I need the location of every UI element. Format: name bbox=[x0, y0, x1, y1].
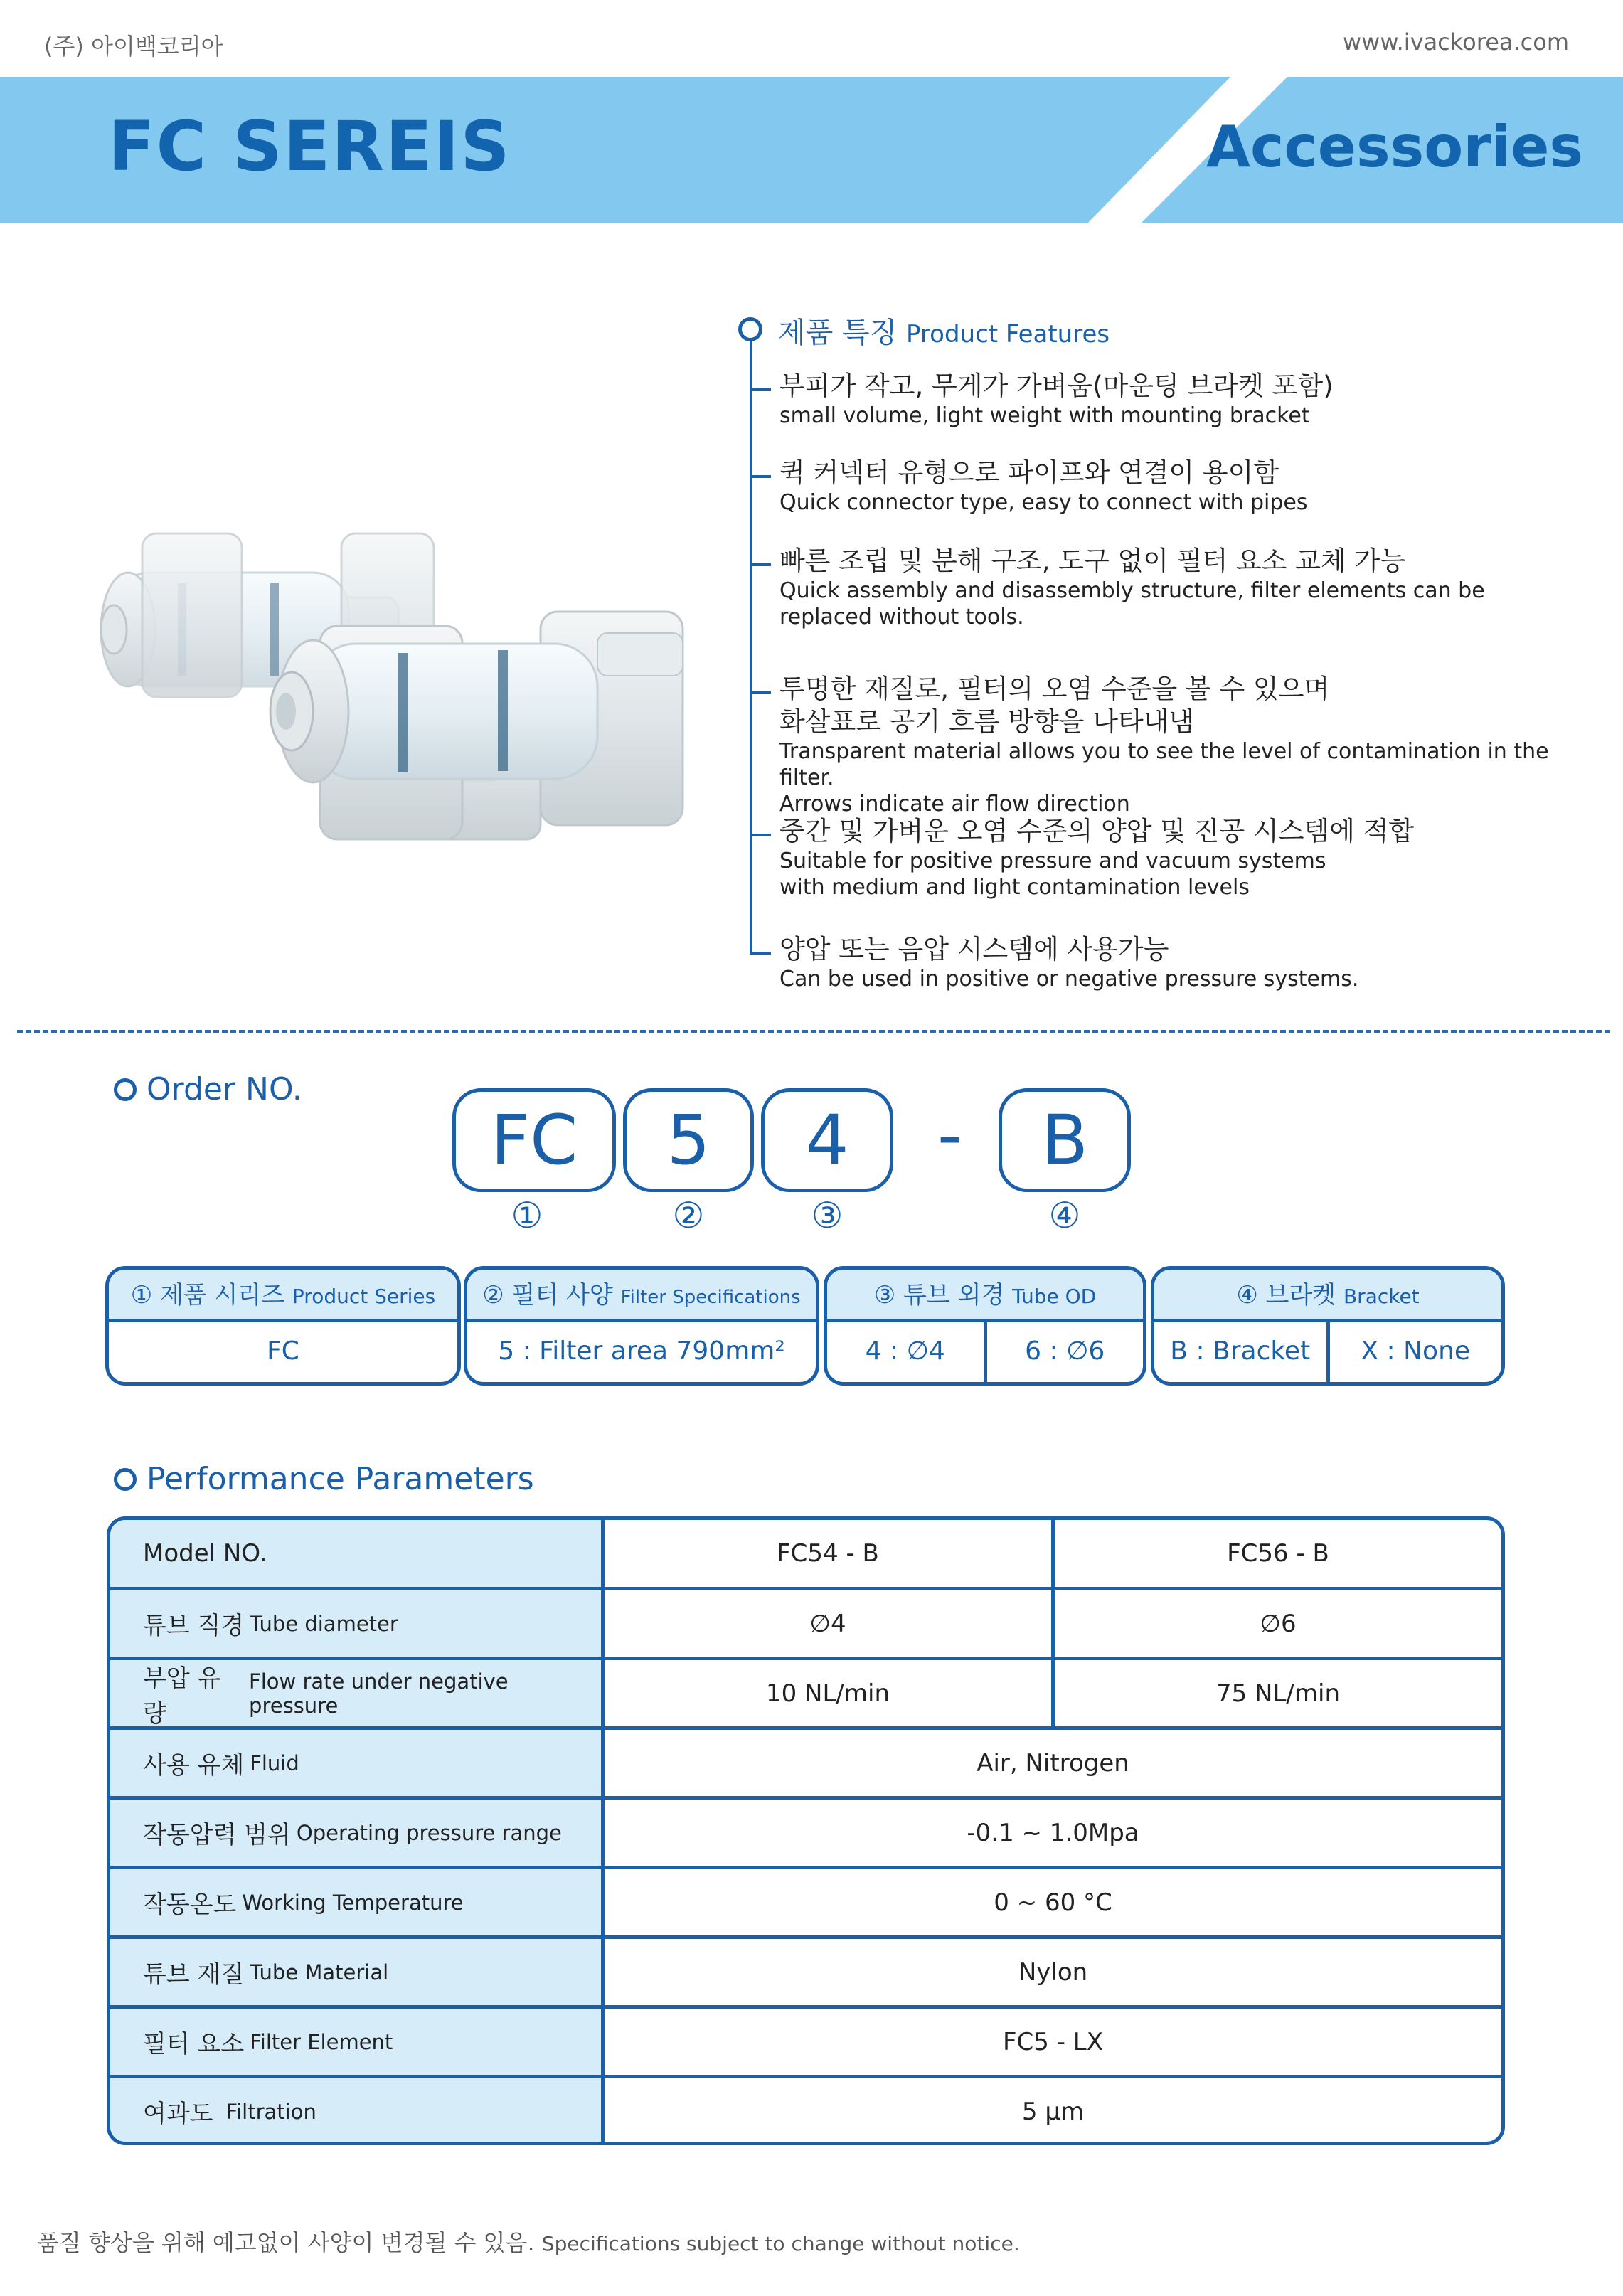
spec-header-ko: 제품 시리즈 bbox=[160, 1281, 285, 1309]
table-row bbox=[110, 1657, 1501, 1726]
table-row bbox=[110, 1935, 1501, 2005]
performance-table bbox=[107, 1516, 1505, 2145]
row-label-en: Operating pressure range bbox=[296, 1820, 562, 1845]
feature-ko-2: 화살표로 공기 흐름 방향을 나타내냄 bbox=[779, 706, 1195, 737]
spec-header-en: Product Series bbox=[292, 1285, 436, 1308]
company-name: (주) 아이백코리아 bbox=[44, 33, 223, 60]
row-label-ko: 작동압력 범위 bbox=[143, 1821, 291, 1849]
spec-number: ④ bbox=[1236, 1281, 1258, 1309]
row-label bbox=[110, 1869, 605, 1935]
feature-tick bbox=[750, 563, 771, 566]
table-cell: Nylon bbox=[1018, 1957, 1088, 1987]
spec-product-series bbox=[105, 1266, 461, 1386]
features-title-en: Product Features bbox=[906, 320, 1110, 349]
row-label bbox=[110, 1520, 605, 1587]
spec-header-ko: 필터 사양 bbox=[511, 1281, 613, 1309]
order-code-series: FC bbox=[452, 1088, 616, 1192]
spec-header-ko: 튜브 외경 bbox=[903, 1281, 1005, 1309]
row-label-en: Tube diameter bbox=[250, 1611, 398, 1636]
section-divider bbox=[17, 1030, 1610, 1033]
row-label-en: Flow rate under negative pressure bbox=[249, 1669, 509, 1718]
feature-ko: 부피가 작고, 무게가 가벼움(마운팅 브라켓 포함) bbox=[779, 371, 1334, 401]
feature-en: Quick assembly and disassembly structure, filter elements can be bbox=[779, 578, 1485, 603]
table-cell: FC5 - LX bbox=[1002, 2027, 1104, 2056]
table-row bbox=[110, 2005, 1501, 2075]
row-label bbox=[110, 1660, 605, 1726]
feature-en-2: with medium and light contamination levels bbox=[779, 875, 1250, 900]
order-number-3: ③ bbox=[811, 1195, 844, 1236]
table-cell: 75 NL/min bbox=[1051, 1660, 1501, 1726]
feature-tick bbox=[750, 834, 771, 836]
feature-item bbox=[750, 933, 1589, 992]
features-title bbox=[778, 310, 1110, 351]
features-bullet-icon bbox=[738, 317, 762, 341]
spec-bracket bbox=[1151, 1266, 1505, 1386]
spec-value: B : Bracket bbox=[1170, 1336, 1311, 1366]
spec-header-en: Filter Specifications bbox=[620, 1287, 801, 1308]
table-cell: Air, Nitrogen bbox=[977, 1748, 1129, 1777]
feature-item bbox=[750, 457, 1589, 516]
page-title: FC SEREIS bbox=[108, 107, 511, 186]
table-row bbox=[110, 1866, 1501, 1935]
row-label-ko: 작동온도 bbox=[143, 1891, 237, 1919]
row-label bbox=[110, 2009, 605, 2075]
feature-ko: 양압 또는 음압 시스템에 사용가능 bbox=[779, 934, 1169, 964]
spec-filter bbox=[464, 1266, 819, 1386]
table-row bbox=[110, 1726, 1501, 1796]
feature-en: small volume, light weight with mounting bracket bbox=[779, 403, 1310, 428]
order-section-title bbox=[114, 1071, 302, 1107]
order-number-4: ④ bbox=[1048, 1195, 1081, 1236]
feature-tick bbox=[750, 475, 771, 478]
feature-ko: 퀵 커넥터 유형으로 파이프와 연결이 용이함 bbox=[779, 457, 1279, 488]
spec-value: 5 : Filter area 790mm² bbox=[498, 1336, 785, 1366]
row-label-en: Filtration bbox=[225, 2099, 316, 2124]
spec-header bbox=[827, 1270, 1143, 1322]
order-title: Order NO. bbox=[147, 1071, 302, 1107]
table-cell: FC56 - B bbox=[1051, 1520, 1501, 1587]
section-bullet-icon bbox=[114, 1078, 137, 1101]
spec-header bbox=[467, 1270, 816, 1322]
spec-number: ③ bbox=[873, 1281, 896, 1309]
spec-value: 4 : ∅4 bbox=[865, 1336, 945, 1366]
performance-section-title bbox=[114, 1461, 534, 1497]
spec-value: X : None bbox=[1326, 1322, 1502, 1382]
order-code-tube: 4 bbox=[761, 1088, 893, 1192]
row-label-ko: 튜브 재질 bbox=[143, 1960, 245, 1989]
spec-header-en: Tube OD bbox=[1012, 1285, 1097, 1308]
feature-tick bbox=[750, 388, 771, 391]
feature-en-2: replaced without tools. bbox=[779, 605, 1024, 629]
product-image bbox=[100, 491, 704, 861]
spec-number: ① bbox=[130, 1281, 153, 1309]
order-code-dash: - bbox=[937, 1095, 962, 1175]
row-label-en: Tube Material bbox=[250, 1960, 389, 1984]
feature-item bbox=[750, 545, 1589, 630]
website-url: www.ivackorea.com bbox=[1342, 28, 1569, 55]
table-row bbox=[110, 2075, 1501, 2144]
footer-ko: 품질 향상을 위해 예고없이 사양이 변경될 수 있음. bbox=[37, 2229, 535, 2256]
feature-item bbox=[750, 815, 1589, 900]
section-bullet-icon bbox=[114, 1468, 137, 1491]
footer-note bbox=[37, 2225, 1020, 2258]
feature-ko: 투명한 재질로, 필터의 오염 수준을 볼 수 있으며 bbox=[779, 674, 1330, 704]
row-label-en: Filter Element bbox=[250, 2029, 393, 2054]
table-cell: ∅4 bbox=[809, 1609, 846, 1638]
row-label-ko: 사용 유체 bbox=[143, 1751, 245, 1780]
feature-tick bbox=[750, 952, 771, 955]
table-cell: ∅6 bbox=[1051, 1590, 1501, 1657]
order-code-filter: 5 bbox=[623, 1088, 754, 1192]
table-row bbox=[110, 1520, 1501, 1587]
spec-value: 6 : ∅6 bbox=[984, 1322, 1144, 1382]
feature-en-2: Arrows indicate air flow direction bbox=[779, 792, 1130, 817]
category-title: Accessories bbox=[1206, 114, 1583, 180]
spec-header bbox=[1154, 1270, 1501, 1322]
footer-en: Specifications subject to change without notice. bbox=[541, 2232, 1020, 2255]
feature-en: Quick connector type, easy to connect with pipes bbox=[779, 490, 1308, 515]
spec-header-en: Bracket bbox=[1343, 1285, 1420, 1308]
table-cell: 5 µm bbox=[1021, 2097, 1085, 2126]
table-cell: 0 ~ 60 °C bbox=[994, 1888, 1112, 1917]
row-label-ko: Model NO. bbox=[143, 1539, 267, 1568]
row-label-ko: 튜브 직경 bbox=[143, 1612, 245, 1640]
spec-header-ko: 브라켓 bbox=[1265, 1281, 1336, 1309]
row-label-ko: 여과도 bbox=[143, 2100, 213, 2128]
order-number-2: ② bbox=[672, 1195, 705, 1236]
feature-item bbox=[750, 370, 1589, 429]
feature-tick bbox=[750, 691, 771, 694]
performance-title: Performance Parameters bbox=[147, 1461, 534, 1497]
feature-en: Can be used in positive or negative pressure systems. bbox=[779, 967, 1359, 992]
row-label bbox=[110, 1730, 605, 1796]
table-cell: -0.1 ~ 1.0Mpa bbox=[967, 1818, 1139, 1847]
features-title-ko: 제품 특징 bbox=[778, 317, 898, 349]
row-label bbox=[110, 2078, 605, 2144]
table-cell: FC54 - B bbox=[777, 1539, 879, 1568]
feature-item bbox=[750, 673, 1589, 817]
spec-value: FC bbox=[267, 1336, 299, 1366]
row-label-en: Working Temperature bbox=[242, 1890, 464, 1915]
row-label bbox=[110, 1939, 605, 2005]
spec-tube-od bbox=[824, 1266, 1146, 1386]
order-code-bracket: B bbox=[999, 1088, 1131, 1192]
row-label-ko: 부압 유량 bbox=[143, 1664, 221, 1728]
row-label bbox=[110, 1590, 605, 1657]
feature-ko: 빠른 조립 및 분해 구조, 도구 없이 필터 요소 교체 가능 bbox=[779, 546, 1405, 576]
order-number-1: ① bbox=[511, 1195, 543, 1236]
feature-en: Suitable for positive pressure and vacuum systems bbox=[779, 849, 1326, 873]
table-row bbox=[110, 1796, 1501, 1866]
spec-header bbox=[109, 1270, 457, 1322]
feature-ko: 중간 및 가벼운 오염 수준의 양압 및 진공 시스템에 적합 bbox=[779, 816, 1415, 846]
table-row bbox=[110, 1587, 1501, 1657]
feature-en: Transparent material allows you to see the level of contamination in the filter. bbox=[779, 739, 1549, 790]
table-cell: 10 NL/min bbox=[765, 1679, 890, 1708]
row-label bbox=[110, 1800, 605, 1866]
row-label-en: Fluid bbox=[250, 1750, 299, 1775]
row-label-ko: 필터 요소 bbox=[143, 2030, 245, 2058]
spec-number: ② bbox=[482, 1281, 504, 1309]
